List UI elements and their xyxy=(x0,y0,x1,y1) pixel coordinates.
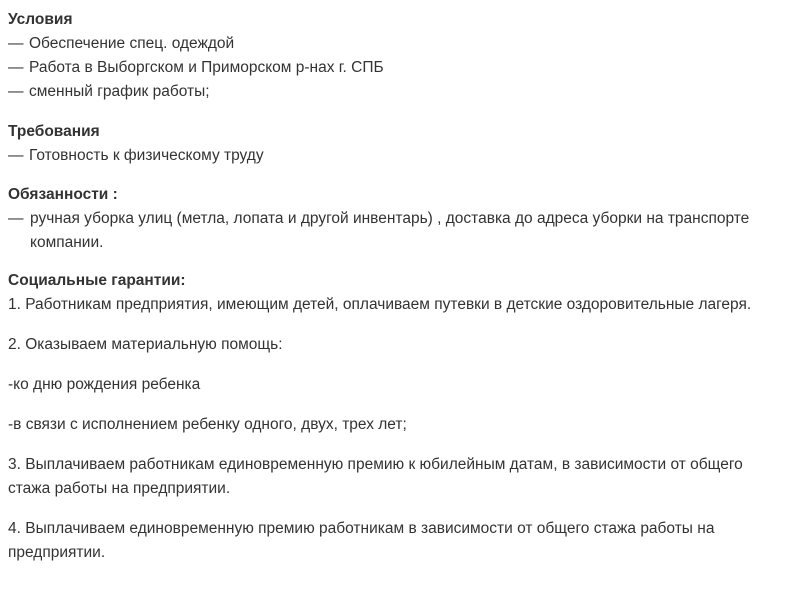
dash-glyph: — xyxy=(8,83,24,100)
duties-heading: Обязанности : xyxy=(8,186,118,203)
requirements-heading: Требования xyxy=(8,123,100,140)
duties-item-text: ручная уборка улиц (метла, лопата и другой инвентарь) , доставка до адреса уборки на транспорте компании. xyxy=(30,210,750,251)
requirements-section xyxy=(8,120,790,168)
conditions-item-text: Работа в Выборгском и Приморском р-нах г. СПБ xyxy=(29,59,384,76)
conditions-item-text: Обеспечение спец. одеждой xyxy=(29,35,235,52)
guarantee-paragraph: -в связи с исполнением ребенку одного, двух, трех лет; xyxy=(8,416,407,433)
dash-glyph: — xyxy=(8,210,24,227)
requirements-item-text: Готовность к физическому труду xyxy=(29,147,264,164)
guarantee-paragraph: 4. Выплачиваем единовременную премию работникам в зависимости от общего стажа работы на предприятии. xyxy=(8,520,715,561)
conditions-section xyxy=(8,8,790,104)
guarantee-paragraph: 1. Работникам предприятия, имеющим детей, оплачиваем путевки в детские оздоровительные лагеря. xyxy=(8,296,752,313)
guarantees-heading: Социальные гарантии: xyxy=(8,272,186,289)
dash-glyph: — xyxy=(8,59,24,76)
conditions-item xyxy=(8,32,790,56)
guarantee-paragraph: 3. Выплачиваем работникам единовременную премию к юбилейным датам, в зависимости от общего стажа работы на предприятии. xyxy=(8,456,743,497)
conditions-item xyxy=(8,56,790,80)
guarantee-paragraph: -ко дню рождения ребенка xyxy=(8,376,201,393)
duties-item xyxy=(8,207,778,255)
dash-glyph: — xyxy=(8,35,24,52)
dash-glyph: — xyxy=(8,147,24,164)
duties-section xyxy=(8,183,790,255)
requirements-item xyxy=(8,144,790,168)
guarantee-paragraph: 2. Оказываем материальную помощь: xyxy=(8,336,283,353)
conditions-item xyxy=(8,80,790,104)
guarantees-section xyxy=(8,269,790,565)
conditions-item-text: сменный график работы; xyxy=(29,83,210,100)
conditions-heading: Условия xyxy=(8,11,73,28)
